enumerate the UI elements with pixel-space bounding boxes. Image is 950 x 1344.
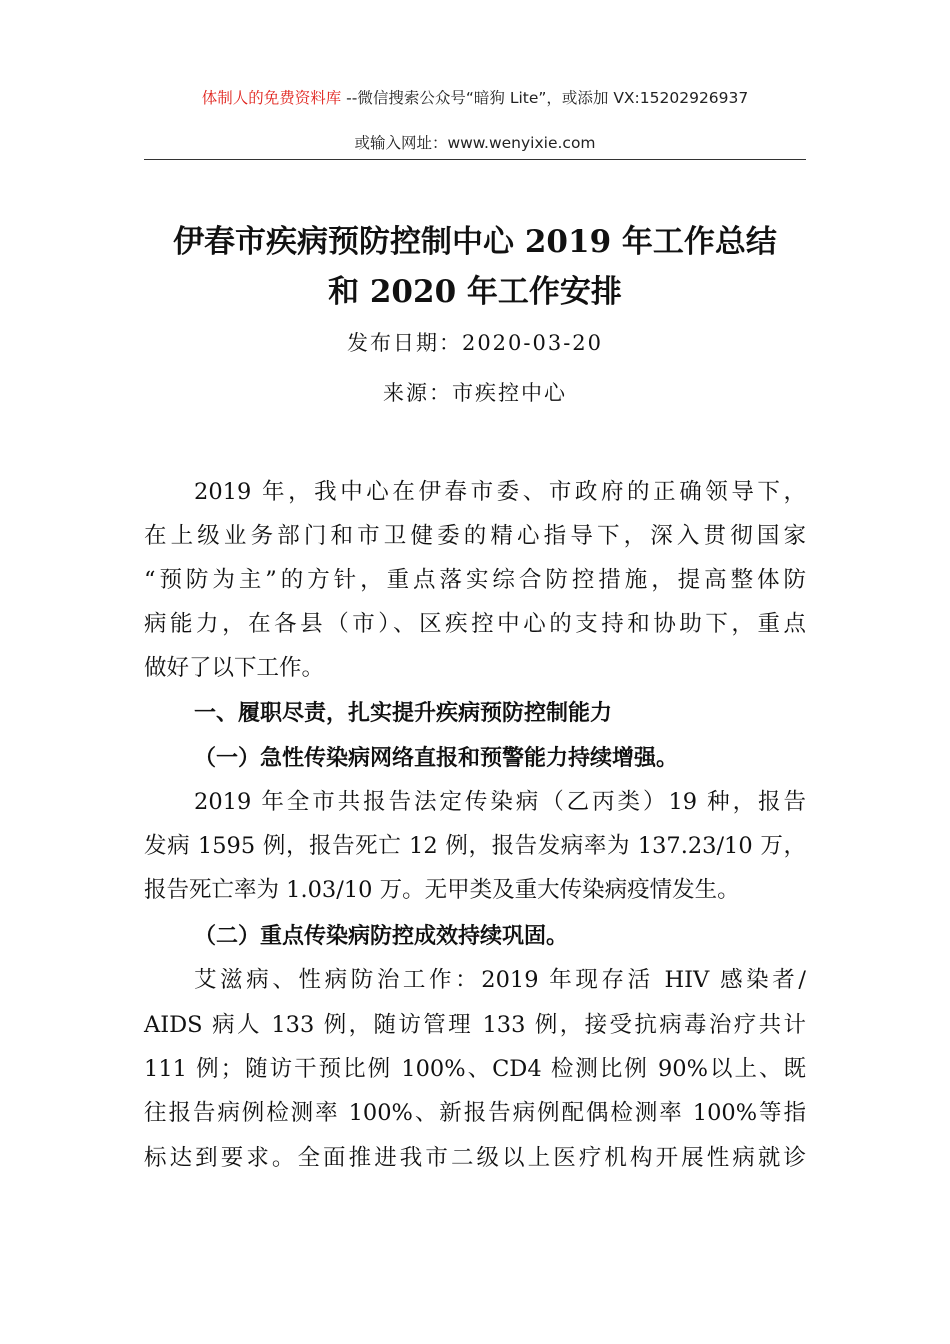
document-title-line-1: 伊春市疾病预防控制中心 2019 年工作总结 [173, 224, 777, 260]
paragraph-line: 往报告病例检测率 100%、新报告病例配偶检测率 100%等指 [144, 1100, 806, 1126]
publish-date: 发布日期：2020-03-20 [346, 331, 604, 355]
source-line: 来源：市疾控中心 [383, 381, 567, 405]
paragraph-line: 艾滋病、性病防治工作：2019 年现存活 HIV 感染者/ [194, 967, 806, 993]
banner-promo-text: --微信搜索公众号“暗狗 Lite”，或添加 VX:15202926937 [341, 89, 749, 107]
banner-brand: 体制人的免费资料库 [201, 89, 342, 107]
paragraph-line: 病能力，在各县（市）、区疾控中心的支持和协助下，重点 [144, 611, 806, 637]
paragraph-line: 标达到要求。全面推进我市二级以上医疗机构开展性病就诊 [144, 1145, 806, 1171]
banner-promo-line [0, 86, 950, 110]
paragraph-line: “预防为主”的方针，重点落实综合防控措施，提高整体防 [144, 567, 806, 593]
paragraph-line: 在上级业务部门和市卫健委的精心指导下，深入贯彻国家 [144, 523, 806, 549]
header-divider [144, 159, 806, 160]
paragraph-line: 发病 1595 例，报告死亡 12 例，报告发病率为 137.23/10 万， [144, 833, 806, 859]
section-heading: 一、履职尽责，扎实提升疾病预防控制能力 [194, 701, 613, 726]
paragraph-line: 111 例；随访干预比例 100%、CD4 检测比例 90%以上、既 [144, 1056, 806, 1082]
document-title-line-2: 和 2020 年工作安排 [328, 274, 622, 310]
paragraph-line: 做好了以下工作。 [144, 655, 325, 681]
paragraph-line: AIDS 病人 133 例，随访管理 133 例，接受抗病毒治疗共计 [144, 1012, 806, 1038]
paragraph-line: 报告死亡率为 1.03/10 万。无甲类及重大传染病疫情发生。 [144, 877, 740, 903]
subsection-heading: （一）急性传染病网络直报和预警能力持续增强。 [194, 745, 679, 771]
banner-url-line: 或输入网址：www.wenyixie.com [354, 134, 596, 152]
paragraph-line: 2019 年，我中心在伊春市委、市政府的正确领导下， [194, 479, 806, 505]
subsection-heading: （二）重点传染病防控成效持续巩固。 [194, 923, 569, 949]
paragraph-line: 2019 年全市共报告法定传染病（乙丙类）19 种，报告 [194, 789, 806, 815]
